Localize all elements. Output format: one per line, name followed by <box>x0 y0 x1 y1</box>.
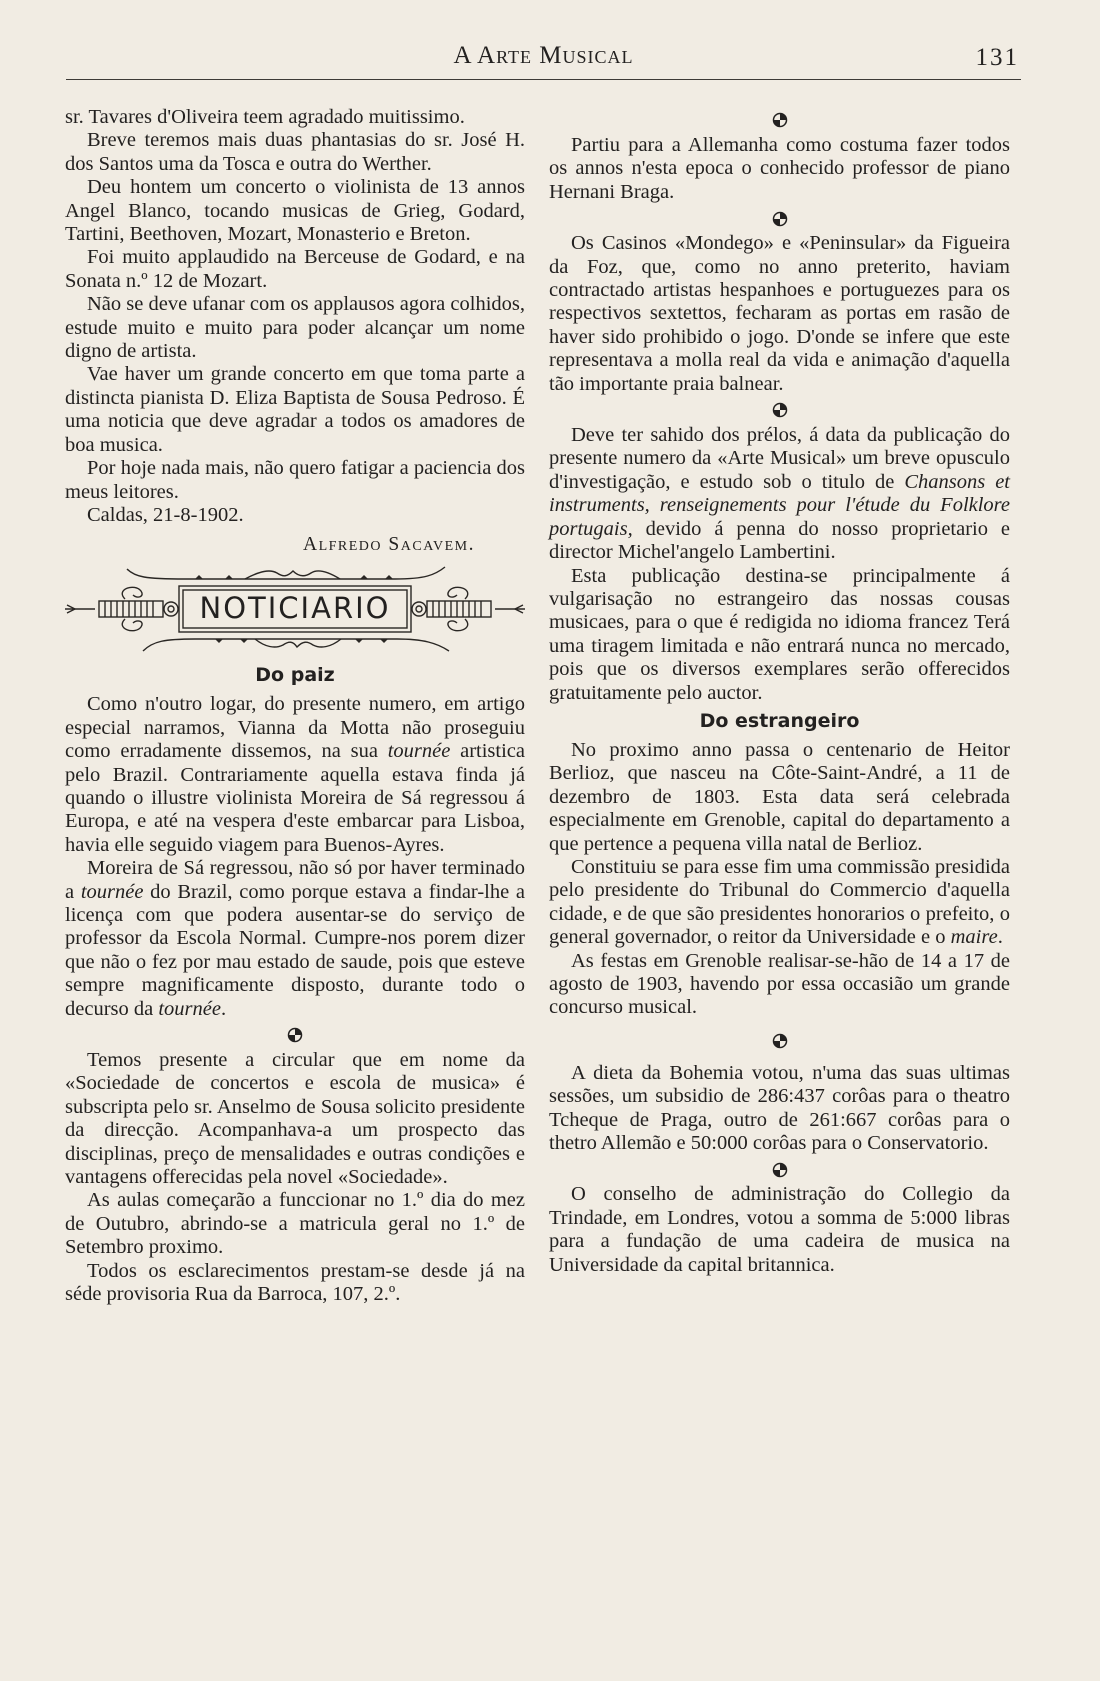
paragraph: Deu hontem um concerto o violinista de 13 annos Angel Blanco, tocando musicas de Grieg, Godard, Tartini, Beethoven, Mozart, Monasterio e Breton. <box>65 176 525 246</box>
running-title: A Arte Musical <box>453 42 634 69</box>
paragraph: Constituiu se para esse fim uma commissão presidida pelo presidente do Tribunal do Commercio d'aquella cidade, e de que são presidentes honorarios o prefeito, o general governador, o reitor da Universidade e o maire. <box>549 855 1010 949</box>
paragraph: Temos presente a circular que em nome da «Sociedade de concertos e escola de musica» é subscripta pelo sr. Anselmo de Sousa solicito presidente da direcção. Acompanhava-a um prospecto das disciplinas, preço de mensalidades e outras condições e vantagens offerecidas pela novel «Sociedade». <box>65 1049 525 1189</box>
section-ornament-icon <box>549 1020 1010 1062</box>
paragraph: Partiu para a Allemanha como costuma fazer todos os annos n'esta epoca o conhecido professor de piano Hernani Braga. <box>549 134 1010 203</box>
paragraph: Moreira de Sá regressou, não só por haver terminado a tournée do Brazil, como porque estava a findar-lhe a licença com que podera ausentar-se do serviço de professor da Escola Normal. Cumpre-nos porem dizer que não o fez por mau estado de saude, pois que esteve sempre magnificamente disposto, durante todo o decurso da tournée. <box>65 857 526 1020</box>
section-ornament-icon <box>549 106 1010 134</box>
section-heading: Do paiz <box>255 664 335 687</box>
date-line: Caldas, 21-8-1902. <box>87 503 244 526</box>
section-ornament-icon <box>549 396 1010 424</box>
paragraph: Vae haver um grande concerto em que toma parte a distincta pianista D. Eliza Baptista de Sousa Pedroso. É uma noticia que deve agradar a todos os amadores de boa musica. <box>65 363 525 456</box>
paragraph: A dieta da Bohemia votou, n'uma das suas ultimas sessões, um subsidio de 286:437 corôas para o theatro Tcheque de Praga, outro de 261:667 corôas para o thetro Allemão e 50:000 corôas para o Conservatorio. <box>549 1061 1010 1155</box>
paragraph: sr. Tavares d'Oliveira teem agradado muitissimo. <box>65 106 465 128</box>
paragraph: Não se deve ufanar com os applausos agora colhidos, estude muito e muito para poder alcançar um nome digno de artista. <box>65 293 525 363</box>
author-signature: Alfredo Sacavem. <box>303 534 475 556</box>
paragraph: As aulas começarão a funccionar no 1.º dia do mez de Outubro, abrindo-se a matricula geral no 1.º de Setembro proximo. <box>65 1189 525 1259</box>
section-heading: Do estrangeiro <box>699 709 860 732</box>
paragraph: Deve ter sahido dos prélos, á data da publicação do presente numero da «Arte Musical» um breve opusculo d'investigação, e estudo sob o titulo de Chansons et instruments, renseignements pour l'étude du Folklore portugais, devido á penna do nosso proprietario e director Michel'angelo Lambertini. <box>549 424 1010 564</box>
page-number: 131 <box>975 44 1019 71</box>
paragraph: As festas em Grenoble realisar-se-hão de 14 a 17 de agosto de 1903, havendo por essa occasião um grande concurso musical. <box>549 949 1010 1019</box>
right-column <box>549 106 1010 1277</box>
section-ornament-icon <box>549 204 1010 232</box>
noticiario-banner <box>65 561 525 657</box>
paragraph: Esta publicação destina-se principalmente á vulgarisação no estrangeiro das nossas cousas musicaes, para o que é redigida no idioma francez Terá uma tiragem limitada e não entrará nunca no mercado, pois que os diversos exemplares serão offerecidos gratuitamente pelo auctor. <box>549 564 1010 704</box>
left-column <box>65 106 525 1306</box>
paragraph: Breve teremos mais duas phantasias do sr. José H. dos Santos uma da Tosca e outra do Werther. <box>65 129 525 175</box>
paragraph: Foi muito applaudido na Berceuse de Godard, e na Sonata n.º 12 de Mozart. <box>65 246 525 292</box>
paragraph: Por hoje nada mais, não quero fatigar a paciencia dos meus leitores. <box>65 457 525 503</box>
paragraph: Os Casinos «Mondego» e «Peninsular» da Figueira da Foz, que, como no anno preterito, haviam contractado artistas hespanhoes e portuguezes para os respectivos sextettos, fecharam as portas em rasão de haver sido prohibido o jogo. D'onde se infere que este representava a molla real da vida e animação d'aquella tão importante praia balnear. <box>549 232 1010 395</box>
paragraph: O conselho de administração do Collegio da Trindade, em Londres, votou a somma de 5:000 libras para a fundação de uma cadeira de musica na Universidade da capital britannica. <box>549 1183 1010 1276</box>
banner-title: NOTICIARIO <box>199 591 391 626</box>
paragraph: Como n'outro logar, do presente numero, em artigo especial narramos, Vianna da Motta não proseguiu como erradamente dissemos, na sua tournée artistica pelo Brazil. Contrariamente aquella estava finda já quando o illustre violinista Moreira de Sá regressou á Europa, e até na vespera d'este embarcar para Lisboa, havia elle seguido viagem para Buenos-Ayres. <box>65 693 525 856</box>
paragraph: No proximo anno passa o centenario de Heitor Berlioz, que nasceu na Côte-Saint-André, a 11 de dezembro de 1803. Esta data será celebrada especialmente em Grenoble, capital do departamento a que pertence a pequena villa natal de Berlioz. <box>549 738 1010 855</box>
header-rule <box>66 79 1021 80</box>
section-ornament-icon <box>549 1155 1010 1183</box>
section-ornament-icon <box>65 1021 525 1049</box>
page-header <box>66 38 1021 82</box>
paragraph: Todos os esclarecimentos prestam-se desde já na séde provisoria Rua da Barroca, 107, 2.º. <box>65 1259 525 1306</box>
